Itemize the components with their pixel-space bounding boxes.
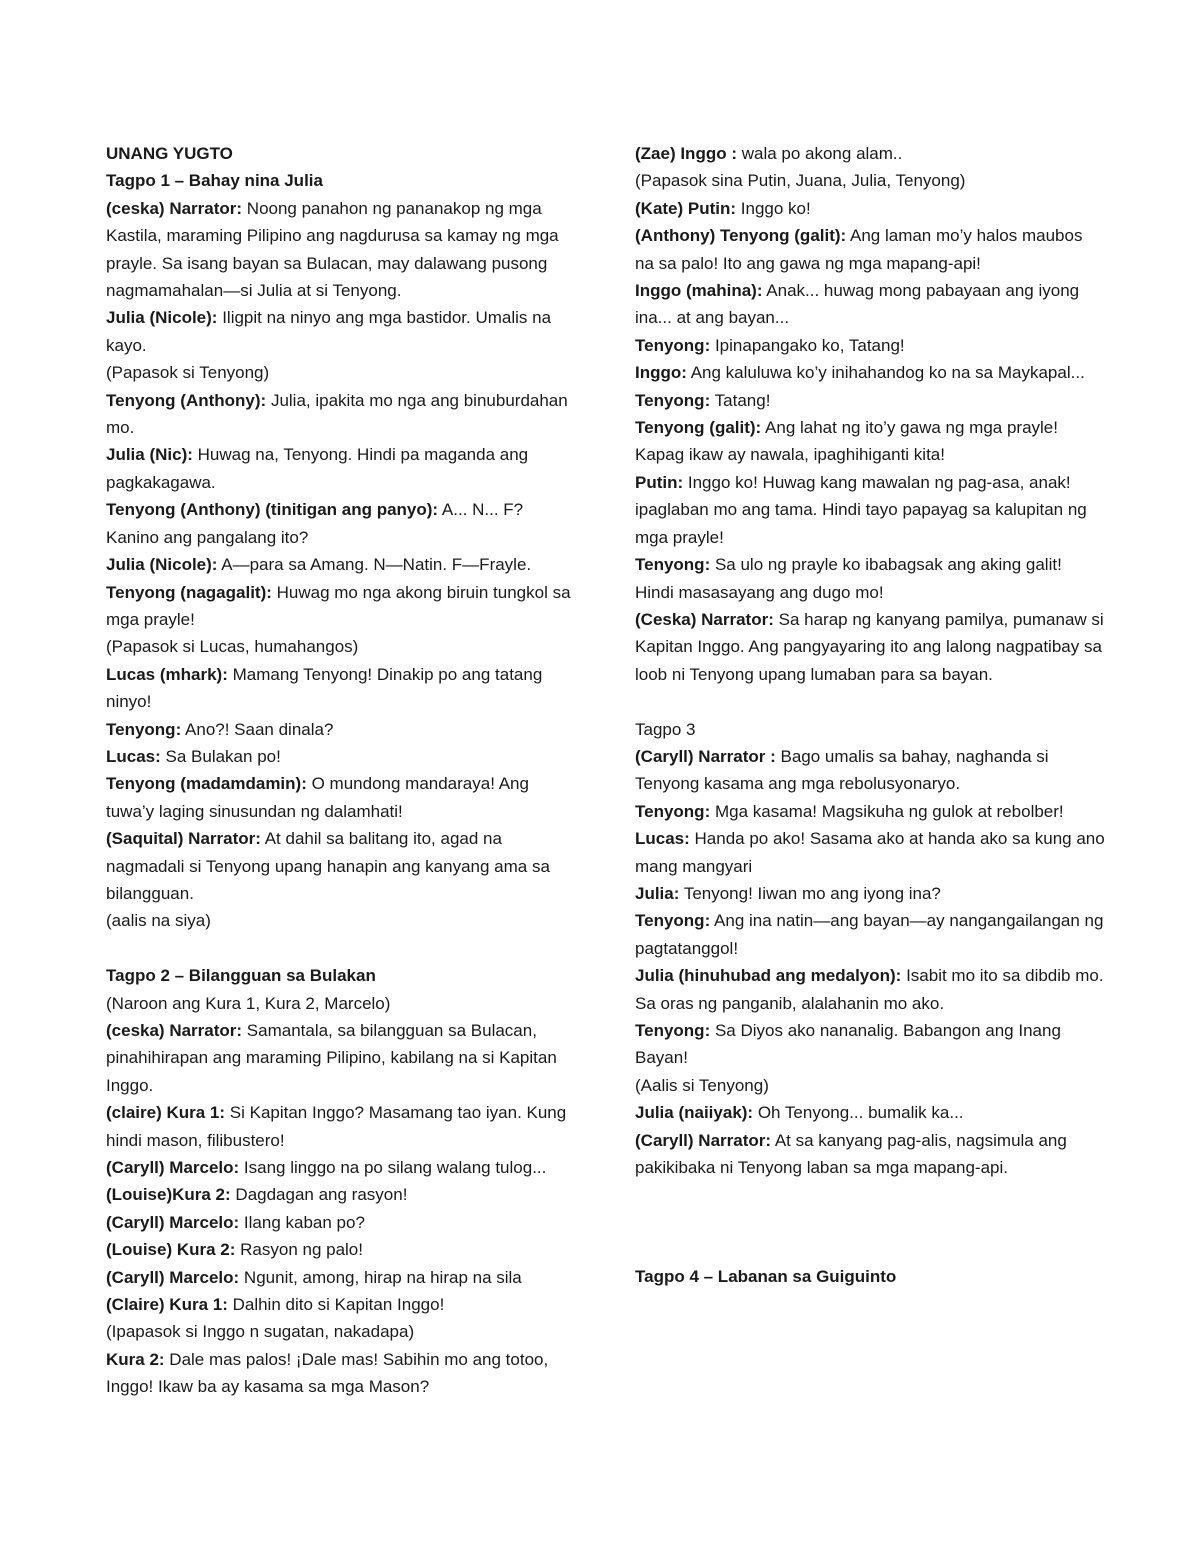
script-line [106, 743, 576, 770]
speaker: Julia (hinuhubad ang medalyon): [635, 966, 902, 986]
stage-direction: (Ipapasok si Inggo n sugatan, nakadapa) [106, 1322, 415, 1342]
speaker: (Caryll) Narrator: [635, 1130, 772, 1150]
dialogue: Mamang Tenyong! Dinakip po ang tatang ninyo! [106, 664, 543, 712]
blank-line [635, 688, 1105, 715]
stage-direction: (Aalis si Tenyong) [635, 1075, 769, 1095]
script-line [106, 1264, 576, 1291]
dialogue: Samantala, sa bilangguan sa Bulacan, pinahihirapan ang maraming Pilipino, kabilang na si Kapitan Inggo. [106, 1020, 557, 1095]
stage-direction: (aalis na siya) [106, 911, 211, 931]
script-line [635, 962, 1105, 1017]
dialogue: Ang kaluluwa ko’y inihahandog ko na sa Maykapal... [686, 363, 1085, 383]
stage-direction: (Papasok sina Putin, Juana, Julia, Tenyong) [635, 171, 966, 191]
speaker: (Caryll) Marcelo: [106, 1158, 240, 1178]
scene-3-heading: Tagpo 3 [635, 719, 696, 739]
script-line [106, 1236, 576, 1263]
speaker: Julia (Nic): [106, 445, 193, 465]
speaker: Julia (Nicole): [106, 308, 218, 328]
dialogue: Anak... huwag mong pabayaan ang iyong ina... at ang bayan... [635, 281, 1080, 328]
speaker: (Louise) Kura 2: [106, 1240, 236, 1260]
scene-4-heading: Tagpo 4 – Labanan sa Guiguinto [635, 1267, 897, 1287]
speaker: (Louise)Kura 2: [106, 1185, 231, 1205]
script-line [635, 606, 1105, 688]
script-line [635, 414, 1105, 469]
dialogue: Tatang! [710, 390, 771, 410]
speaker: Julia (Nicole): [106, 555, 218, 575]
script-line [635, 387, 1105, 414]
blank-lines [635, 1181, 1105, 1263]
script-line [635, 277, 1105, 332]
speaker: Lucas: [106, 746, 161, 766]
scene-1-heading: Tagpo 1 – Bahay nina Julia [106, 171, 323, 191]
dialogue: Noong panahon ng pananakop ng mga Kastila, maraming Pilipino ang nagdurusa sa kamay ng mga prayle. Sa isang bayan sa Bulacan, may dalawang pusong nagmamahalan—si Julia at si Tenyong. [106, 198, 559, 301]
dialogue: Sa harap ng kanyang pamilya, pumanaw si Kapitan Inggo. Ang pangyayaring ito ang lalong nagpatibay sa loob ni Tenyong upang lumaban para sa bayan. [635, 609, 1104, 684]
dialogue: Huwag mo nga akong biruin tungkol sa mga prayle! [106, 582, 571, 629]
speaker: Tenyong: [106, 719, 182, 739]
script-line [106, 195, 576, 305]
dialogue: Inggo ko! Huwag kang mawalan ng pag-asa, anak! ipaglaban mo ang tama. Hindi tayo papayag sa kalupitan ng mga prayle! [635, 472, 1087, 547]
dialogue: Ipinapangako ko, Tatang! [710, 335, 905, 355]
script-line [635, 1127, 1105, 1182]
speaker: Tenyong: [635, 335, 711, 355]
left-column [106, 140, 576, 1401]
speaker: Tenyong: [635, 911, 711, 931]
script-line [106, 770, 576, 825]
dialogue: Dale mas palos! ¡Dale mas! Sabihin mo ang totoo, Inggo! Ikaw ba ay kasama sa mga Mason? [106, 1349, 549, 1397]
speaker: (Anthony) Tenyong (galit): [635, 226, 847, 246]
dialogue: Dagdagan ang rasyon! [230, 1185, 408, 1205]
dialogue: Isang linggo na po silang walang tulog... [239, 1158, 547, 1178]
script-line [635, 1017, 1105, 1072]
script-line [635, 140, 1105, 167]
dialogue: Handa po ako! Sasama ako at handa ako sa kung ano mang mangyari [635, 829, 1105, 876]
script-line [635, 551, 1105, 606]
script-line [106, 1346, 576, 1401]
dialogue: wala po akong alam.. [736, 144, 903, 163]
script-line [106, 551, 576, 578]
speaker: Tenyong: [635, 1020, 711, 1040]
act-heading: UNANG YUGTO [106, 144, 233, 163]
script-line [635, 880, 1105, 907]
dialogue: Ang laman mo’y halos maubos na sa palo! Ito ang gawa ng mga mapang-api! [635, 226, 1083, 273]
dialogue: Sa Bulakan po! [160, 746, 281, 766]
script-line [635, 469, 1105, 551]
speaker: Lucas: [635, 829, 690, 849]
speaker: Inggo: [635, 363, 687, 383]
script-line [106, 496, 576, 551]
speaker: Tenyong (nagagalit): [106, 582, 272, 602]
dialogue: Ilang kaban po? [239, 1212, 365, 1232]
dialogue: A—para sa Amang. N—Natin. F—Frayle. [217, 555, 532, 575]
speaker: Lucas (mhark): [106, 664, 228, 684]
dialogue: At dahil sa balitang ito, agad na nagmadali si Tenyong upang hanapin ang kanyang ama sa bilangguan. [106, 829, 550, 903]
speaker: Tenyong (madamdamin): [106, 774, 307, 794]
dialogue: Ang lahat ng ito’y gawa ng mga prayle! Kapag ikaw ay nawala, ipaghihiganti kita! [635, 418, 1058, 465]
dialogue: Ang ina natin—ang bayan—ay nangangailangan ng pagtatanggol! [635, 911, 1104, 958]
dialogue: Rasyon ng palo! [235, 1240, 363, 1260]
dialogue: Dalhin dito si Kapitan Inggo! [227, 1295, 445, 1315]
speaker: (Kate) Putin: [635, 198, 737, 218]
dialogue: Isabit mo ito sa dibdib mo. Sa oras ng panganib, alalahanin mo ako. [635, 966, 1104, 1013]
script-line [106, 1154, 576, 1181]
speaker: (Caryll) Narrator : [635, 746, 776, 766]
dialogue: A... N... F? Kanino ang pangalang ito? [106, 500, 524, 547]
script-line [106, 1291, 576, 1318]
dialogue: Ngunit, among, hirap na hirap na sila [239, 1267, 522, 1287]
stage-direction: (Naroon ang Kura 1, Kura 2, Marcelo) [106, 993, 391, 1013]
script-line [106, 1181, 576, 1208]
dialogue: At sa kanyang pag-alis, nagsimula ang pakikibaka ni Tenyong laban sa mga mapang-api. [635, 1130, 1067, 1178]
speaker: (Caryll) Marcelo: [106, 1212, 240, 1232]
speaker: (Zae) Inggo : [635, 144, 737, 163]
speaker: (ceska) Narrator: [106, 1020, 243, 1040]
script-line [106, 304, 576, 359]
speaker: Julia: [635, 883, 680, 903]
script-line [635, 907, 1105, 962]
dialogue: Si Kapitan Inggo? Masamang tao iyan. Kung hindi mason, filibustero! [106, 1103, 567, 1150]
script-line [635, 332, 1105, 359]
script-line [635, 825, 1105, 880]
right-column [635, 140, 1105, 1291]
script-line [106, 1209, 576, 1236]
dialogue: O mundong mandaraya! Ang tuwa’y laging sinusundan ng dalamhati! [106, 774, 529, 821]
script-line [106, 1099, 576, 1154]
speaker: Kura 2: [106, 1349, 165, 1369]
scene-2-heading: Tagpo 2 – Bilangguan sa Bulakan [106, 966, 376, 986]
script-line [106, 825, 576, 907]
speaker: (Ceska) Narrator: [635, 609, 774, 629]
script-line [106, 579, 576, 634]
dialogue: Ano?! Saan dinala? [181, 719, 334, 739]
dialogue: Inggo ko! [736, 198, 811, 218]
stage-direction: (Papasok si Tenyong) [106, 363, 270, 383]
dialogue: Oh Tenyong... bumalik ka... [753, 1103, 964, 1123]
script-line [635, 743, 1105, 798]
speaker: Tenyong: [635, 390, 711, 410]
dialogue: Mga kasama! Magsikuha ng gulok at rebolber! [710, 801, 1064, 821]
speaker: Tenyong (Anthony) (tinitigan ang panyo): [106, 500, 439, 520]
speaker: Putin: [635, 472, 684, 492]
script-line [635, 195, 1105, 222]
script-line [635, 798, 1105, 825]
speaker: Inggo (mahina): [635, 281, 763, 301]
script-line [635, 359, 1105, 386]
dialogue: Huwag na, Tenyong. Hindi pa maganda ang pagkakagawa. [106, 445, 529, 492]
script-line [106, 441, 576, 496]
speaker: (claire) Kura 1: [106, 1103, 226, 1123]
speaker: (Caryll) Marcelo: [106, 1267, 240, 1287]
speaker: (Claire) Kura 1: [106, 1295, 228, 1315]
speaker: Julia (naiiyak): [635, 1103, 754, 1123]
script-line [106, 661, 576, 716]
dialogue: Iligpit na ninyo ang mga bastidor. Umalis na kayo. [106, 308, 552, 355]
stage-direction: (Papasok si Lucas, humahangos) [106, 637, 359, 657]
speaker: Tenyong (galit): [635, 418, 762, 438]
dialogue: Tenyong! Iiwan mo ang iyong ina? [679, 883, 941, 903]
speaker: Tenyong: [635, 801, 711, 821]
speaker: (ceska) Narrator: [106, 198, 243, 218]
script-line [106, 716, 576, 743]
dialogue: Sa Diyos ako nananalig. Babangon ang Inang Bayan! [635, 1020, 1061, 1068]
speaker: Tenyong (Anthony): [106, 390, 267, 410]
script-line [635, 222, 1105, 277]
dialogue: Julia, ipakita mo nga ang binuburdahan mo. [106, 390, 568, 438]
dialogue: Bago umalis sa bahay, naghanda si Tenyong kasama ang mga rebolusyonaryo. [635, 746, 1049, 794]
speaker: (Saquital) Narrator: [106, 829, 261, 849]
script-line [106, 387, 576, 442]
script-line [635, 1099, 1105, 1126]
blank-line [106, 935, 576, 962]
speaker: Tenyong: [635, 555, 711, 575]
dialogue: Sa ulo ng prayle ko ibabagsak ang aking galit! Hindi masasayang ang dugo mo! [635, 555, 1062, 602]
script-line [106, 1017, 576, 1099]
